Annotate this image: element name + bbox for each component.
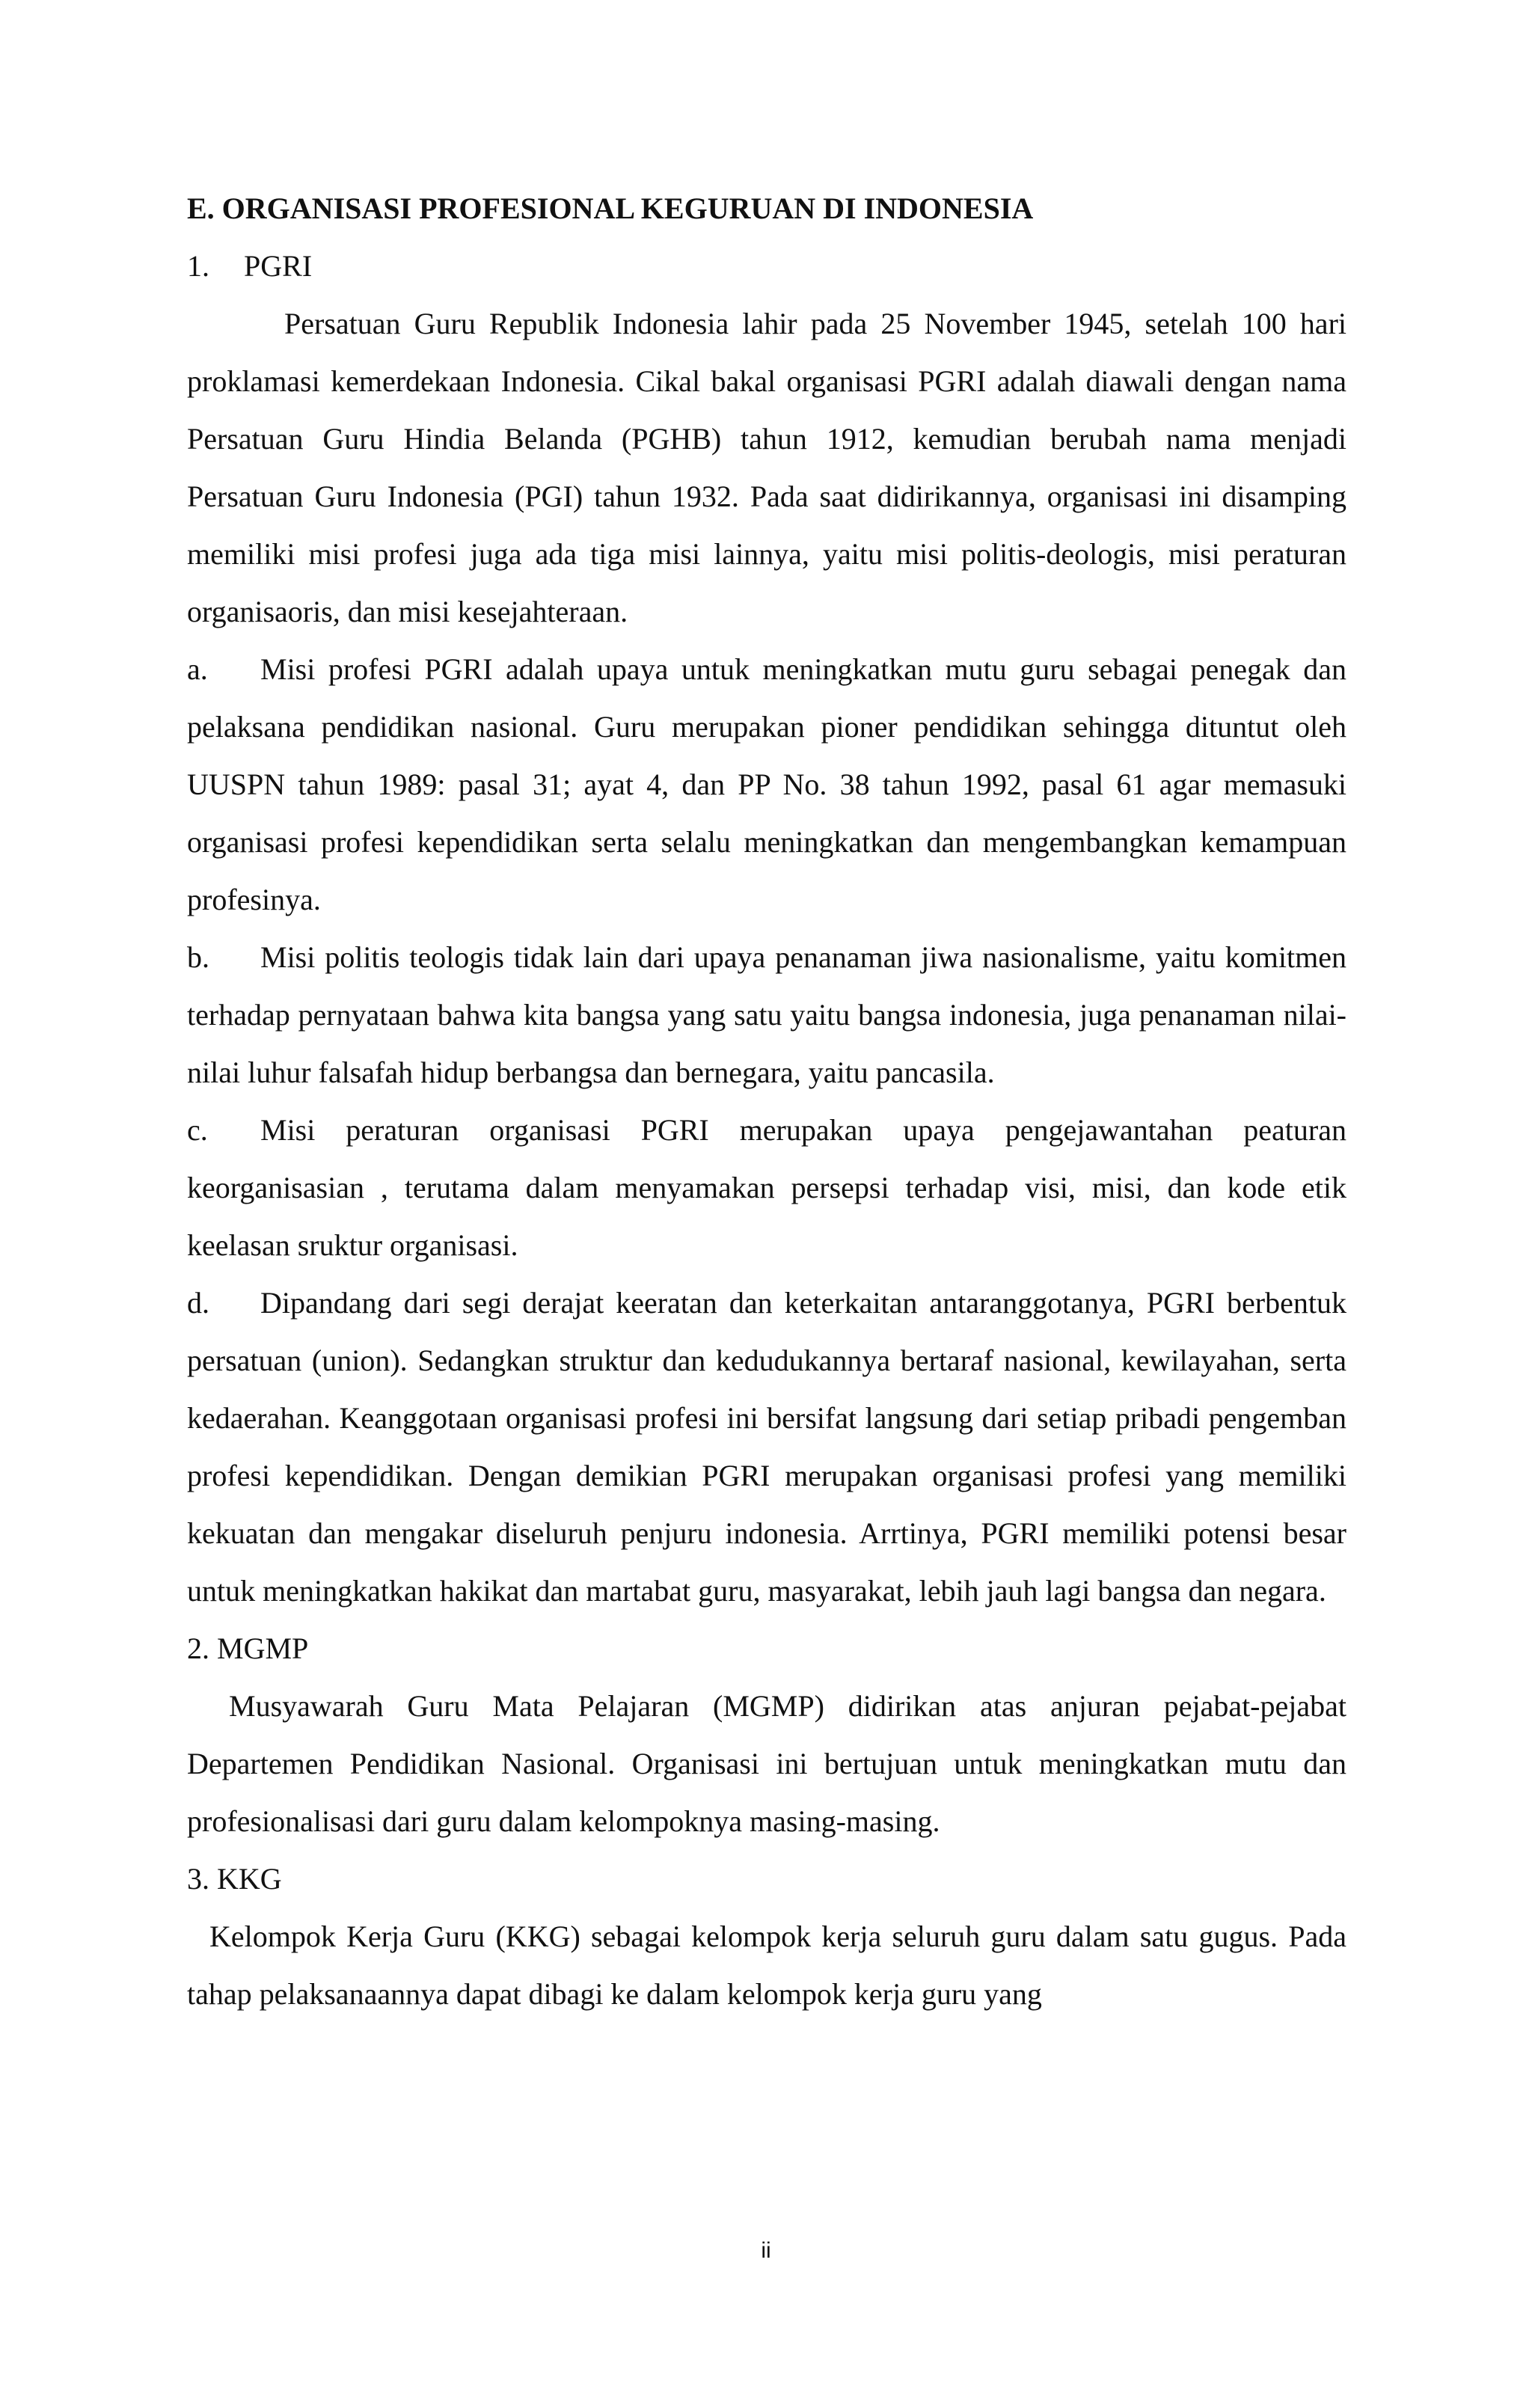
pgri-item-b bbox=[187, 928, 1346, 1101]
mgmp-paragraph: Musyawarah Guru Mata Pelajaran (MGMP) didirikan atas anjuran pejabat-pejabat Departemen Pendidikan Nasional. Organisasi ini bertujuan untuk meningkatkan mutu dan profesionalisasi dari guru dalam kelompoknya masing-masing. bbox=[187, 1689, 1346, 1838]
item-marker: b. bbox=[187, 940, 209, 974]
item-text: Misi peraturan organisasi PGRI merupakan upaya pengejawantahan peaturan keorganisasian , terutama dalam menyamakan persepsi terhadap visi, misi, dan kode etik keelasan sruktur organisasi. bbox=[187, 1113, 1346, 1262]
kkg-paragraph: Kelompok Kerja Guru (KKG) sebagai kelompok kerja seluruh guru dalam satu gugus. Pada tahap pelaksanaannya dapat dibagi ke dalam kelompok kerja guru yang bbox=[187, 1920, 1346, 2011]
pgri-intro-paragraph: Persatuan Guru Republik Indonesia lahir pada 25 November 1945, setelah 100 hari proklamasi kemerdekaan Indonesia. Cikal bakal organisasi PGRI adalah diawali dengan nama Persatuan Guru Hindia Belanda (PGHB) tahun 1912, kemudian berubah nama menjadi Persatuan Guru Indonesia (PGI) tahun 1932. Pada saat didirikannya, organisasi ini disamping memiliki misi profesi juga ada tiga misi lainnya, yaitu misi politis-deologis, misi peraturan organisaoris, dan misi kesejahteraan. bbox=[187, 307, 1346, 628]
pgri-item-c bbox=[187, 1101, 1346, 1274]
item-text: Misi politis teologis tidak lain dari upaya penanaman jiwa nasionalisme, yaitu komitmen terhadap pernyataan bahwa kita bangsa yang satu yaitu bangsa indonesia, juga penanaman nilai-nilai luhur falsafah hidup berbangsa dan bernegara, yaitu pancasila. bbox=[187, 940, 1346, 1089]
pgri-title: PGRI bbox=[244, 249, 313, 283]
item-text: Dipandang dari segi derajat keeratan dan keterkaitan antaranggotanya, PGRI berbentuk persatuan (union). Sedangkan struktur dan kedudukannya bertaraf nasional, kewilayahan, serta kedaerahan. Keanggotaan organisasi profesi ini bersifat langsung dari setiap pribadi pengemban profesi kependidikan. Dengan demikian PGRI merupakan organisasi profesi yang memiliki kekuatan dan mengakar diseluruh penjuru indonesia. Arrtinya, PGRI memiliki potensi besar untuk meningkatkan hakikat dan martabat guru, masyarakat, lebih jauh lagi bangsa dan negara. bbox=[187, 1286, 1346, 1608]
item-text: Misi profesi PGRI adalah upaya untuk meningkatkan mutu guru sebagai penegak dan pelaksana pendidikan nasional. Guru merupakan pioner pendidikan sehingga dituntut oleh UUSPN tahun 1989: pasal 31; ayat 4, dan PP No. 38 tahun 1992, pasal 61 agar memasuki organisasi profesi kependidikan serta selalu meningkatkan dan mengembangkan kemampuan profesinya. bbox=[187, 652, 1346, 916]
pgri-item-a bbox=[187, 640, 1346, 928]
document-page bbox=[187, 180, 1346, 2023]
pgri-number: 1. bbox=[187, 249, 209, 283]
mgmp-heading: 2. MGMP bbox=[187, 1632, 309, 1665]
kkg-heading: 3. KKG bbox=[187, 1862, 282, 1896]
item-marker: c. bbox=[187, 1113, 208, 1147]
section-title: E. ORGANISASI PROFESIONAL KEGURUAN DI INDONESIA bbox=[187, 192, 1034, 225]
item-marker: a. bbox=[187, 652, 208, 686]
page-number: ii bbox=[761, 2238, 771, 2263]
item-marker: d. bbox=[187, 1286, 209, 1320]
pgri-heading bbox=[187, 237, 1346, 295]
pgri-item-d bbox=[187, 1274, 1346, 1620]
